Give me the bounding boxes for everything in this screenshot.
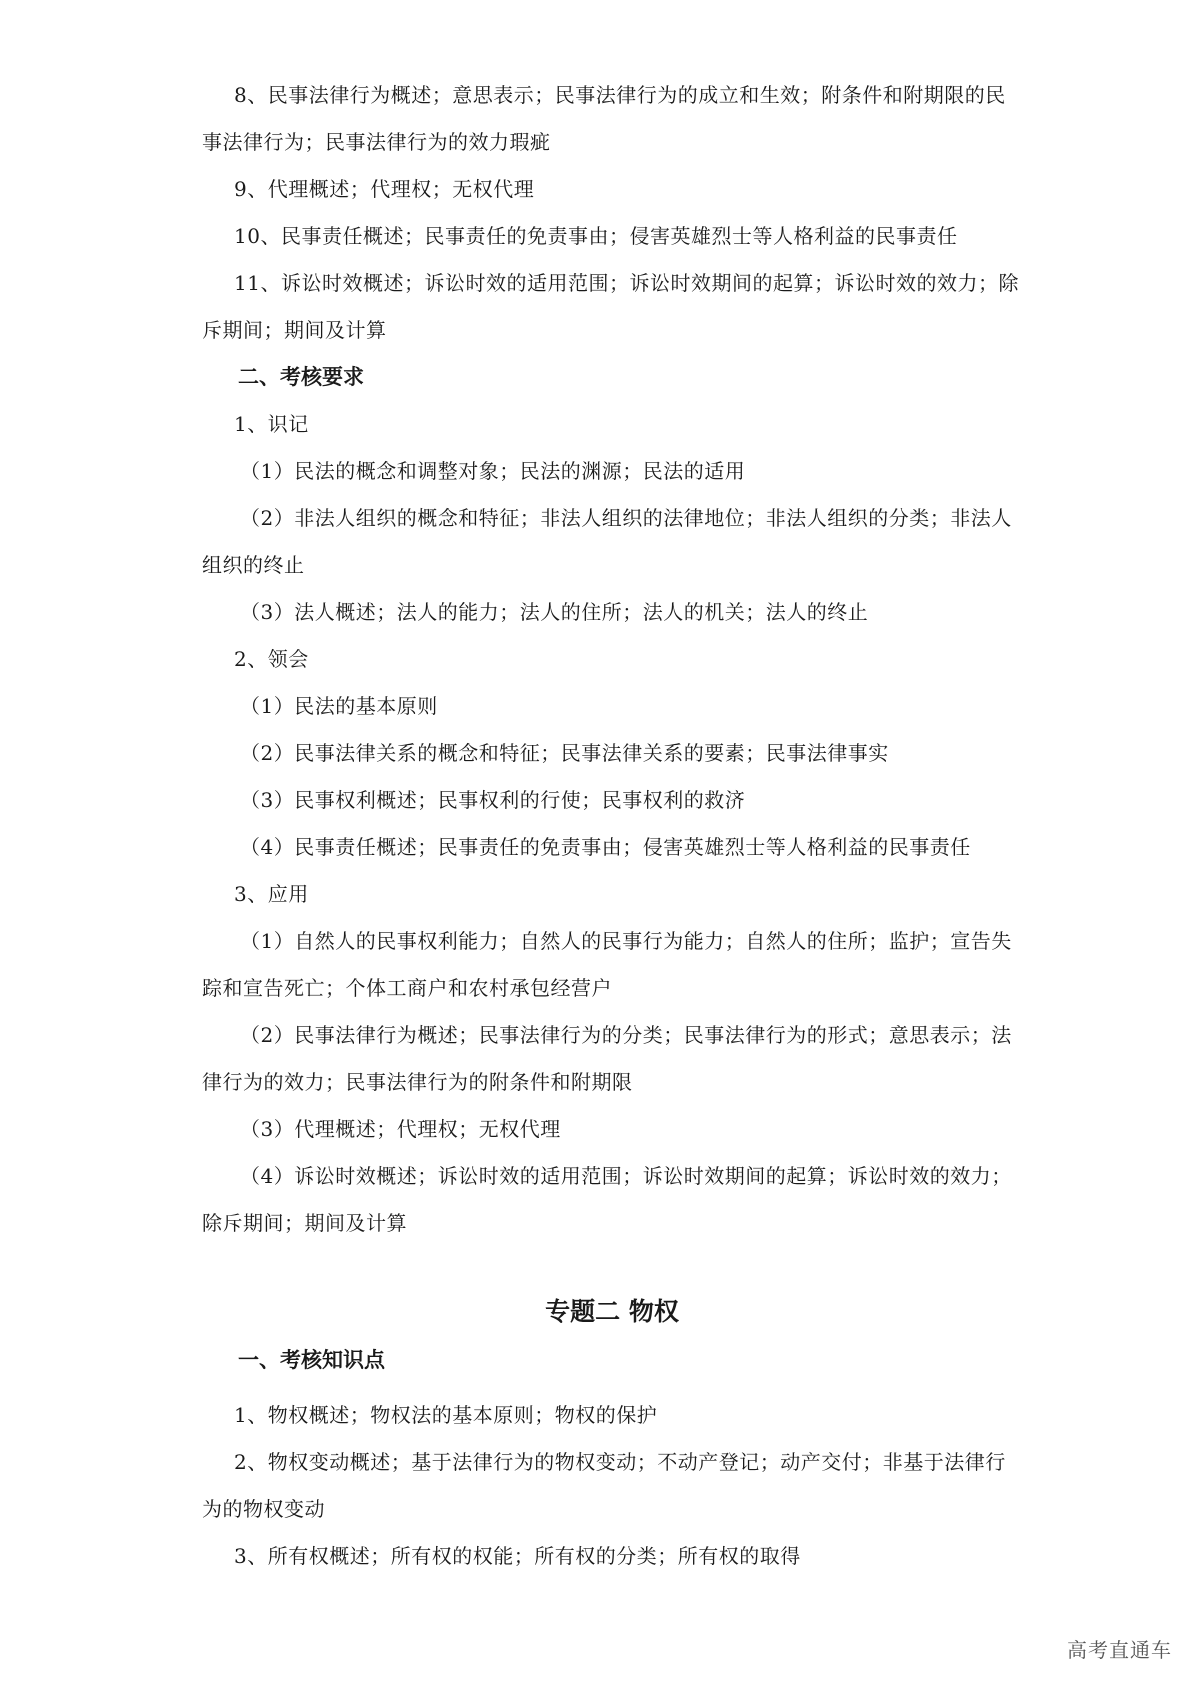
section-spacer	[202, 1247, 1022, 1287]
topic2-item-1: 1、物权概述；物权法的基本原则；物权的保护	[234, 1403, 658, 1427]
comprehend-item-1: （1）民法的基本原则	[240, 694, 438, 718]
knowledge-item-8: 8、民事法律行为概述；意思表示；民事法律行为的成立和生效；附条件和附期限的民事法律行为；民事法律行为的效力瑕疵	[202, 83, 1006, 154]
comprehend-label: 2、领会	[234, 647, 309, 671]
comprehend-item-2: （2）民事法律关系的概念和特征；民事法律关系的要素；民事法律事实	[240, 741, 889, 765]
recall-label: 1、识记	[234, 412, 309, 436]
recall-item-2: （2）非法人组织的概念和特征；非法人组织的法律地位；非法人组织的分类；非法人组织的终止	[202, 506, 1012, 577]
topic2-item-3: 3、所有权概述；所有权的权能；所有权的分类；所有权的取得	[234, 1544, 801, 1568]
section-heading-knowledge: 一、考核知识点	[238, 1348, 385, 1372]
recall-item-3: （3）法人概述；法人的能力；法人的住所；法人的机关；法人的终止	[240, 600, 869, 624]
topic-title: 专题二 物权	[545, 1297, 679, 1326]
apply-label: 3、应用	[234, 882, 309, 906]
recall-item-1: （1）民法的概念和调整对象；民法的渊源；民法的适用	[240, 459, 746, 483]
comprehend-item-4: （4）民事责任概述；民事责任的免责事由；侵害英雄烈士等人格利益的民事责任	[240, 835, 971, 859]
section-heading-requirements: 二、考核要求	[238, 365, 364, 389]
comprehend-item-3: （3）民事权利概述；民事权利的行使；民事权利的救济	[240, 788, 746, 812]
knowledge-item-10: 10、民事责任概述；民事责任的免责事由；侵害英雄烈士等人格利益的民事责任	[234, 224, 958, 248]
apply-item-3: （3）代理概述；代理权；无权代理	[240, 1117, 561, 1141]
knowledge-item-11: 11、诉讼时效概述；诉讼时效的适用范围；诉讼时效期间的起算；诉讼时效的效力；除斥期间；期间及计算	[202, 271, 1019, 342]
apply-item-4: （4）诉讼时效概述；诉讼时效的适用范围；诉讼时效期间的起算；诉讼时效的效力；除斥期间；期间及计算	[202, 1164, 1012, 1235]
watermark-text: 高考直通车	[1067, 1638, 1172, 1662]
document-page	[202, 72, 1022, 1580]
apply-item-2: （2）民事法律行为概述；民事法律行为的分类；民事法律行为的形式；意思表示；法律行为的效力；民事法律行为的附条件和附期限	[202, 1023, 1012, 1094]
topic2-item-2: 2、物权变动概述；基于法律行为的物权变动；不动产登记；动产交付；非基于法律行为的物权变动	[202, 1450, 1006, 1521]
knowledge-item-9: 9、代理概述；代理权；无权代理	[234, 177, 535, 201]
apply-item-1: （1）自然人的民事权利能力；自然人的民事行为能力；自然人的住所；监护；宣告失踪和宣告死亡；个体工商户和农村承包经营户	[202, 929, 1012, 1000]
